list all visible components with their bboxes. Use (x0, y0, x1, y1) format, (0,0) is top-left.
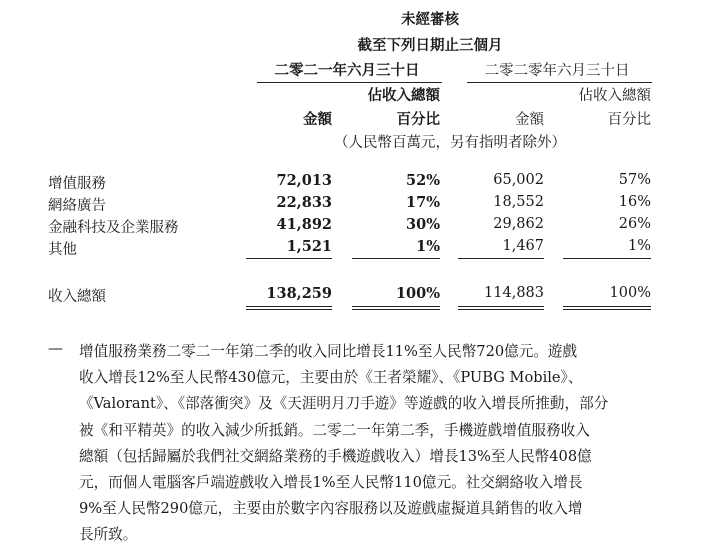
total-underline-b-2021 (246, 309, 332, 310)
paragraph-line: 增值服務業務二零二一年第二季的收入同比增長11%至人民幣720億元。遊戲 (79, 343, 578, 360)
header-amount-2020: 金額 (515, 112, 544, 128)
header-date-2020: 二零二零年六月三十日 (484, 63, 630, 79)
row-label: 其他 (48, 242, 77, 258)
row-percent-2021: 52% (406, 172, 440, 189)
total-amount-2020: 114,883 (484, 285, 544, 301)
header-amount-2021: 金額 (303, 111, 332, 128)
total-underline-b-pct-2021 (352, 309, 440, 310)
subtotal-line-percent-2020 (563, 258, 651, 259)
header-underline-2020 (467, 82, 652, 83)
row-amount-2021: 41,892 (276, 216, 332, 233)
header-percent-2021: 百分比 (396, 111, 440, 128)
row-amount-2020: 18,552 (493, 194, 544, 210)
row-label: 增值服務 (48, 176, 106, 192)
subtotal-line-amount-2020 (458, 258, 544, 259)
row-percent-2021: 1% (416, 238, 440, 255)
row-amount-2020: 65,002 (493, 172, 544, 188)
row-amount-2020: 1,467 (502, 238, 544, 254)
total-underline-b-2020 (458, 309, 544, 310)
total-percent-2021: 100% (395, 285, 440, 302)
total-amount-2021: 138,259 (266, 285, 332, 302)
row-label: 金融科技及企業服務 (48, 220, 179, 236)
row-amount-2021: 1,521 (286, 238, 332, 255)
paragraph-line: 總額（包括歸屬於我們社交網絡業務的手機遊戲收入）增長13%至人民幣408億 (79, 447, 592, 465)
total-underline-a-2021 (246, 306, 332, 307)
subtotal-line-percent-2021 (352, 258, 440, 259)
header-pct-of-total-2021: 佔收入總額 (367, 87, 440, 104)
row-label: 網絡廣告 (48, 198, 106, 214)
total-label: 收入總額 (48, 289, 106, 305)
paragraph-line: 被《和平精英》的收入減少所抵銷。二零二一年第二季，手機遊戲增值服務收入 (79, 421, 590, 439)
row-percent-2020: 16% (618, 194, 651, 210)
paragraph-line: 長所致。 (79, 526, 138, 544)
row-amount-2021: 22,833 (276, 194, 332, 211)
row-amount-2020: 29,862 (493, 216, 544, 232)
header-percent-2020: 百分比 (607, 112, 651, 128)
header-period: 截至下列日期止三個月 (357, 37, 503, 54)
paragraph-line: 收入增長12%至人民幣430億元，主要由於《王者榮耀》、《PUBG Mobile》、 (79, 369, 583, 387)
total-percent-2020: 100% (609, 285, 651, 301)
total-underline-b-pct-2020 (563, 309, 651, 310)
paragraph-line: 9%至人民幣290億元，主要由於數字內容服務以及遊戲虛擬道具銷售的收入增 (79, 500, 583, 518)
header-unit-note: （人民幣百萬元，另有指明者除外） (334, 135, 566, 151)
bullet-marker: — (48, 339, 63, 357)
row-percent-2020: 1% (627, 238, 651, 254)
total-underline-a-2020 (458, 306, 544, 307)
header-date-2021: 二零二一年六月三十日 (274, 62, 420, 79)
paragraph-line: 元，而個人電腦客戶端遊戲收入增長1%至人民幣110億元。社交網絡收入增長 (79, 474, 583, 492)
row-percent-2020: 26% (618, 216, 651, 232)
paragraph-line: 《Valorant》、《部落衝突》及《天涯明月刀手遊》等遊戲的收入增長所推動，部分 (79, 395, 609, 413)
row-percent-2020: 57% (618, 172, 651, 188)
row-amount-2021: 72,013 (276, 172, 332, 189)
row-percent-2021: 17% (406, 194, 440, 211)
total-underline-a-pct-2021 (352, 306, 440, 307)
total-underline-a-pct-2020 (563, 306, 651, 307)
subtotal-line-amount-2021 (246, 258, 332, 259)
header-underline-2021 (257, 82, 442, 83)
header-unaudited: 未經審核 (401, 11, 459, 28)
bullet-paragraph (79, 339, 657, 549)
header-pct-of-total-2020: 佔收入總額 (578, 88, 651, 104)
row-percent-2021: 30% (406, 216, 440, 233)
